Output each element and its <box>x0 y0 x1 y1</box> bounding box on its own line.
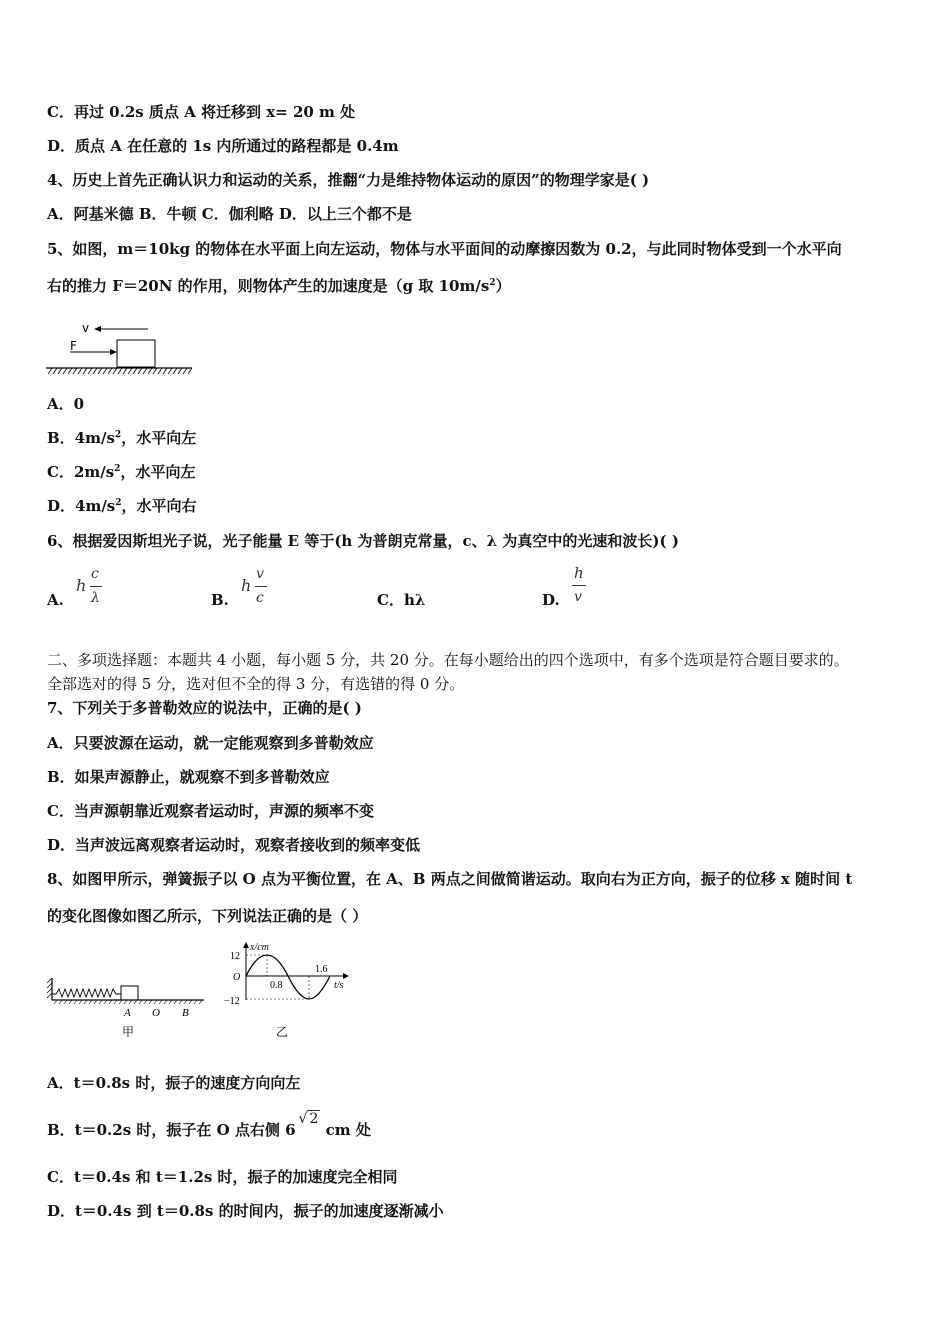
q5-option-c: C．$2m/s^2$，水平向左 <box>47 463 196 481</box>
q8-sqrt: √ 2 <box>298 1111 319 1127</box>
q6-option-b-label: B. <box>211 591 229 609</box>
q5-stem-line2: 右的推力 F＝20N 的作用，则物体产生的加速度是（g 取 $10m/s^2$） <box>47 277 511 295</box>
q6-option-d-formula: h v <box>572 564 592 612</box>
q8-graph-origin-label: O <box>233 972 241 983</box>
q8-stem-line2: 的变化图像如图乙所示，下列说法正确的是（ ） <box>47 907 368 925</box>
q8-label-o: O <box>152 1007 160 1019</box>
q8-figure-yi <box>222 940 362 1040</box>
sqrt-icon: √ <box>298 1111 308 1127</box>
q8-option-b: B．t＝0.2s 时，振子在 O 点右侧 6√ 2 cm 处 <box>47 1111 371 1139</box>
q8-option-d: D．t＝0.4s 到 t＝0.8s 的时间内，振子的加速度逐渐减小 <box>47 1202 444 1220</box>
q7-option-c: C．当声源朝靠近观察者运动时，声源的频率不变 <box>47 802 374 820</box>
q8-graph-y-label: x/cm <box>250 942 269 953</box>
q8-graph-t-label: t/s <box>334 980 344 991</box>
q8-graph-12-label: 12 <box>230 951 240 962</box>
q8-label-jia: 甲 <box>122 1025 135 1039</box>
q8-graph-sine-curve <box>246 955 330 999</box>
q6-option-a-label: A. <box>47 591 64 609</box>
q7-option-a: A．只要波源在运动，就一定能观察到多普勒效应 <box>47 734 374 752</box>
q3-option-c: C．再过 0.2s 质点 A 将迁移到 x= 20 m 处 <box>47 103 356 121</box>
q8-graph-t-arrowhead <box>343 973 349 979</box>
q8-option-c: C．t＝0.4s 和 t＝1.2s 时，振子的加速度完全相同 <box>47 1168 398 1186</box>
q7-option-d: D．当声波远离观察者运动时，观察者接收到的频率变低 <box>47 836 421 854</box>
q5-stem-line1: 5、如图，m＝10kg 的物体在水平面上向左运动，物体与水平面间的动摩擦因数为 0.2，与此同时物体受到一个水平向 <box>47 240 842 258</box>
q5-force-arrowhead <box>110 349 117 355</box>
q5-figure <box>44 318 204 378</box>
q6-option-d-label: D. <box>542 591 560 609</box>
q8-label-a: A <box>124 1007 131 1019</box>
q6-option-a-formula: h c λ <box>76 566 106 612</box>
q5-force-label: F <box>70 339 77 353</box>
q5-block <box>117 340 155 367</box>
section2-heading-line2: 全部选对的得 5 分，选对但不全的得 3 分，有选错的得 0 分。 <box>47 675 465 693</box>
q8-oscillator-block <box>121 986 138 1000</box>
q8-graph-y-arrowhead <box>243 942 249 948</box>
q6-stem: 6、根据爱因斯坦光子说，光子能量 E 等于(h 为普朗克常量，c、λ 为真空中的光速和波长)( ) <box>47 532 679 550</box>
section2-heading-line1: 二、多项选择题：本题共 4 小题，每小题 5 分，共 20 分。在每小题给出的四个选项中，有多个选项是符合题目要求的。 <box>47 651 849 669</box>
q5-ground-hatch <box>48 368 192 374</box>
q5-option-a: A．0 <box>47 395 85 413</box>
q8-label-yi: 乙 <box>276 1025 289 1039</box>
q3-option-d: D．质点 A 在任意的 1s 内所通过的路程都是 0.4m <box>47 137 399 155</box>
q5-option-b: B．$4m/s^2$，水平向左 <box>47 429 197 447</box>
q8-option-a: A．t＝0.8s 时，振子的速度方向向左 <box>47 1074 301 1092</box>
q6-option-c: C．hλ <box>377 591 426 609</box>
q7-stem: 7、下列关于多普勒效应的说法中，正确的是( ) <box>47 699 362 717</box>
q8-graph-08-label: 0.8 <box>270 980 283 991</box>
q8-stem-line1: 8、如图甲所示，弹簧振子以 O 点为平衡位置，在 A、B 两点之间做简谐运动。取向右为正方向，振子的位移 x 随时间 t <box>47 870 853 888</box>
q8-wall-hatch <box>47 978 52 998</box>
q7-option-b: B．如果声源静止，就观察不到多普勒效应 <box>47 768 330 786</box>
q8-label-b: B <box>182 1007 189 1019</box>
q8-graph-16-label: 1.6 <box>315 964 328 975</box>
q5-option-d: D．$4m/s^2$，水平向右 <box>47 497 197 515</box>
q4-stem: 4、历史上首先正确认识力和运动的关系，推翻“力是维持物体运动的原因”的物理学家是( ) <box>47 171 650 189</box>
q4-options: A．阿基米德 B．牛顿 C．伽利略 D．以上三个都不是 <box>47 205 412 223</box>
q8-graph-m12-label: −12 <box>224 996 240 1007</box>
q5-velocity-arrowhead <box>94 326 101 332</box>
q5-velocity-label: v <box>82 321 90 335</box>
q8-figure-jia <box>46 958 211 1048</box>
q6-option-b-formula: h v c <box>241 566 271 612</box>
q8-spring <box>52 989 121 997</box>
